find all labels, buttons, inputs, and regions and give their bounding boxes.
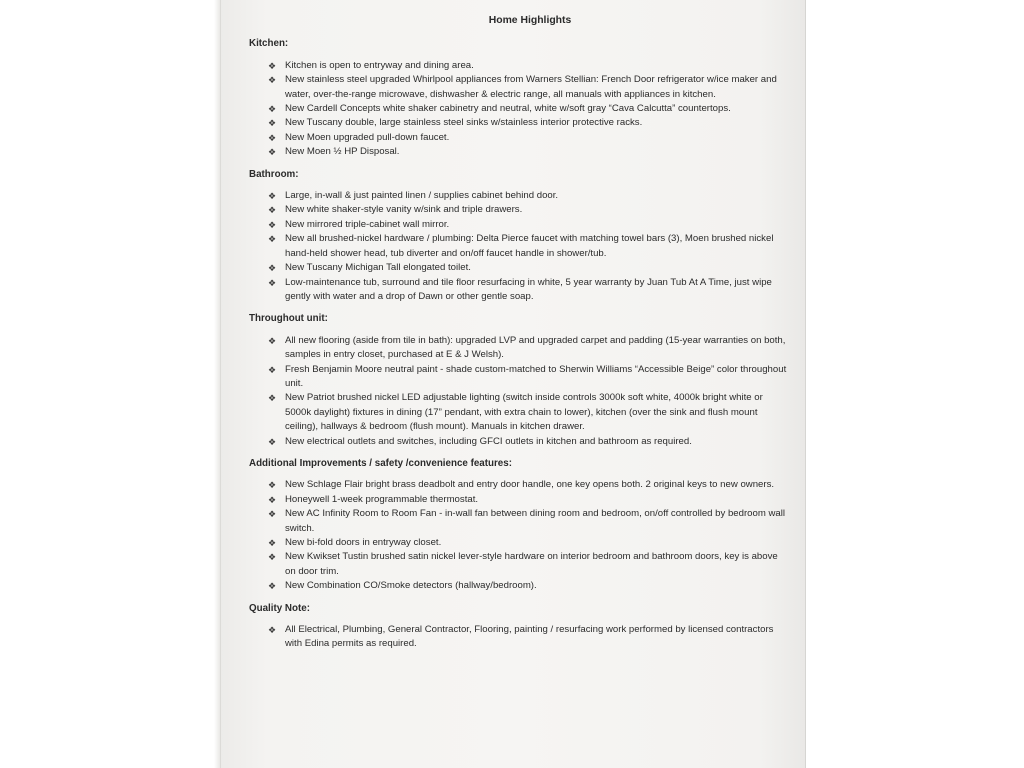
section-heading: Bathroom: [249,168,299,180]
diamond-bullet-icon: ❖ [268,75,277,86]
list-item [249,189,789,203]
list-item [249,102,789,116]
list-item-text: Low-maintenance tub, surround and tile floor resurfacing in white, 5 year warranty by Juan Tub At A Time, just wipe gently with water and a drop of Dawn or other gentle soap. [285,276,772,302]
list-item-text: All Electrical, Plumbing, General Contractor, Flooring, painting / resurfacing work performed by licensed contractors with Edina permits as required. [285,624,774,650]
list-item [249,261,789,275]
list-item [249,232,789,261]
list-item [249,145,789,159]
bullet-list [249,59,789,160]
section [249,457,789,594]
diamond-bullet-icon: ❖ [268,205,277,216]
list-item [249,218,789,232]
diamond-bullet-icon: ❖ [268,480,277,491]
list-item-text: New Tuscany Michigan Tall elongated toilet. [285,262,471,274]
list-item [249,478,789,492]
list-item-text: New Kwikset Tustin brushed satin nickel lever-style hardware on interior bedroom and bathroom doors, key is above on door trim. [285,551,778,577]
sections-container [249,37,789,651]
list-item [249,550,789,579]
list-item-text: Large, in-wall & just painted linen / supplies cabinet behind door. [285,190,559,202]
list-item-text: New Patriot brushed nickel LED adjustable lighting (switch inside controls 3000k soft white, 4000k bright white or 5000k daylight) fixtures in dining (17” pendant, with extra chain to lower), kitchen (over the sink and flush mount ceiling), hallways & bedroom (flush mount). Manuals in kitchen drawer. [285,392,763,433]
list-item [249,579,789,593]
list-item-text: New all brushed-nickel hardware / plumbing: Delta Pierce faucet with matching towel bars (3), Moen brushed nickel hand-held shower head, tub diverter and on/off faucet handle in shower/tub. [285,233,774,259]
diamond-bullet-icon: ❖ [268,335,277,346]
section [249,168,789,305]
document-content [249,14,789,660]
list-item-text: New Moen upgraded pull-down faucet. [285,131,450,143]
diamond-bullet-icon: ❖ [268,118,277,129]
section [249,312,789,449]
diamond-bullet-icon: ❖ [268,509,277,520]
bullet-list [249,189,789,304]
diamond-bullet-icon: ❖ [268,234,277,245]
diamond-bullet-icon: ❖ [268,552,277,563]
bullet-list [249,478,789,593]
list-item [249,507,789,536]
diamond-bullet-icon: ❖ [268,191,277,202]
list-item-text: New Schlage Flair bright brass deadbolt and entry door handle, one key opens both. 2 original keys to new owners. [285,479,775,491]
document-title: Home Highlights [488,15,572,26]
list-item-text: All new flooring (aside from tile in bath): upgraded LVP and upgraded carpet and padding (15-year warranties on both, samples in entry closet, purchased at E & J Welsh). [285,334,786,361]
diamond-bullet-icon: ❖ [268,436,277,447]
list-item-text: New Tuscany double, large stainless steel sinks w/stainless interior protective racks. [285,117,643,129]
section-heading: Quality Note: [249,602,310,614]
list-item [249,391,789,434]
list-item [249,435,789,449]
section [249,602,789,652]
diamond-bullet-icon: ❖ [268,277,277,288]
diamond-bullet-icon: ❖ [268,581,277,592]
list-item [249,116,789,130]
bullet-list [249,623,789,652]
list-item-text: New Combination CO/Smoke detectors (hallway/bedroom). [285,580,537,592]
diamond-bullet-icon: ❖ [268,60,277,71]
list-item [249,131,789,145]
list-item-text: New AC Infinity Room to Room Fan - in-wall fan between dining room and bedroom, on/off controlled by bedroom wall switch. [285,508,786,534]
list-item-text: Honeywell 1-week programmable thermostat. [285,493,479,505]
list-item [249,623,789,652]
list-item [249,203,789,217]
section-heading: Throughout unit: [249,313,328,325]
diamond-bullet-icon: ❖ [268,147,277,158]
list-item [249,363,789,392]
list-item-text: New Moen ½ HP Disposal. [285,146,400,158]
section [249,37,789,159]
diamond-bullet-icon: ❖ [268,104,277,115]
list-item-text: New stainless steel upgraded Whirlpool appliances from Warners Stellian: French Door refrigerator w/ice maker and water, over-the-range microwave, dishwasher & electric range, all manuals with appliances in kitchen. [285,74,777,100]
list-item [249,334,789,363]
bullet-list [249,334,789,449]
list-item [249,73,789,102]
diamond-bullet-icon: ❖ [268,132,277,143]
list-item-text: Fresh Benjamin Moore neutral paint - shade custom-matched to Sherwin Williams “Accessible Beige” color throughout unit. [285,363,787,389]
list-item-text: New Cardell Concepts white shaker cabinetry and neutral, white w/soft gray “Cava Calcutta” countertops. [285,103,731,115]
section-heading: Kitchen: [249,38,289,50]
list-item-text: New mirrored triple-cabinet wall mirror. [285,218,450,230]
list-item [249,276,789,305]
list-item-text: New white shaker-style vanity w/sink and triple drawers. [285,204,523,216]
list-item [249,493,789,507]
list-item-text: Kitchen is open to entryway and dining area. [285,59,474,71]
diamond-bullet-icon: ❖ [268,219,277,230]
diamond-bullet-icon: ❖ [268,263,277,274]
section-heading: Additional Improvements / safety /convenience features: [249,457,512,469]
diamond-bullet-icon: ❖ [268,364,277,375]
diamond-bullet-icon: ❖ [268,538,277,548]
diamond-bullet-icon: ❖ [268,494,277,505]
diamond-bullet-icon: ❖ [268,393,277,404]
list-item-text: New bi-fold doors in entryway closet. [285,537,442,548]
list-item-text: New electrical outlets and switches, including GFCI outlets in kitchen and bathroom as required. [285,435,692,447]
list-item [249,536,789,550]
list-item [249,59,789,73]
diamond-bullet-icon: ❖ [268,625,277,636]
